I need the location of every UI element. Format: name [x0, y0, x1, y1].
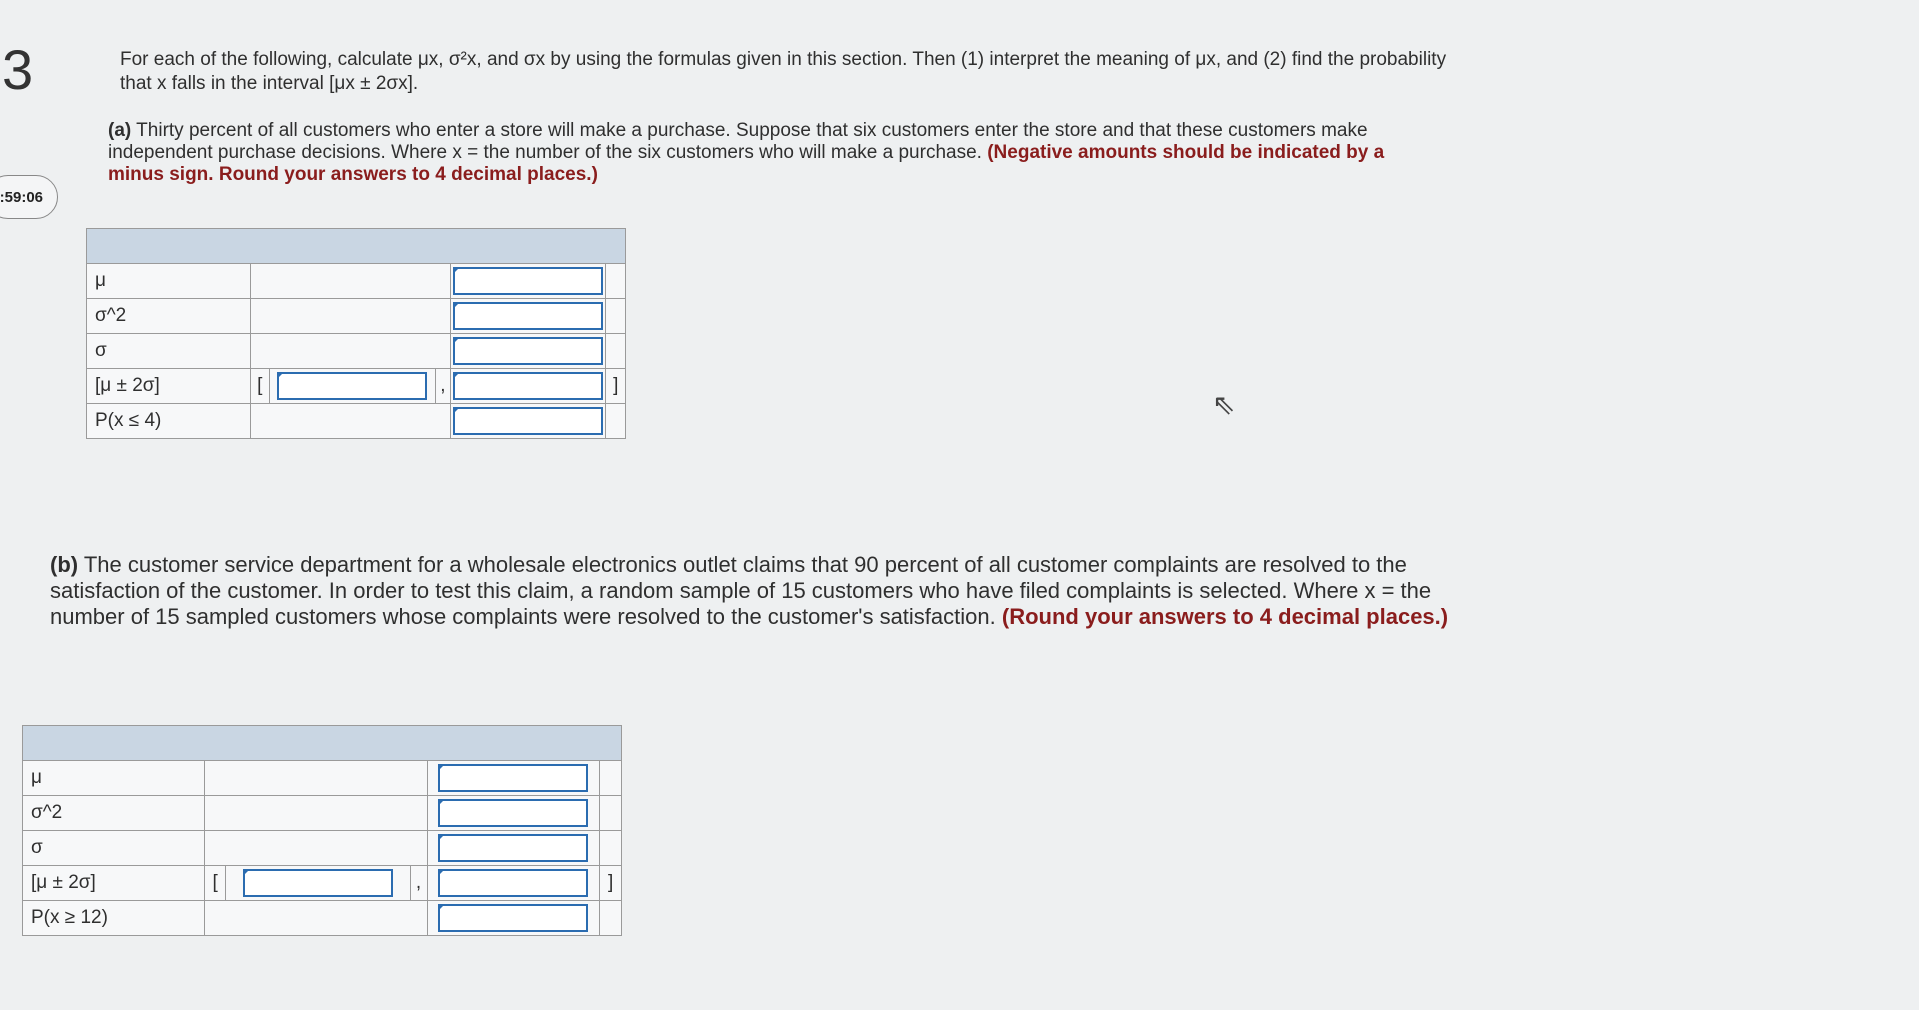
row-label-sigma: σ	[23, 831, 205, 866]
table-row	[23, 761, 622, 796]
table-row	[87, 264, 626, 299]
part-a-label: (a)	[108, 120, 132, 141]
part-b-note: (Round your answers to 4 decimal places.)	[1001, 604, 1449, 629]
timer-badge: :59:06	[0, 175, 58, 219]
probability-input-b[interactable]	[438, 904, 588, 932]
row-label-probability: P(x ≤ 4)	[87, 404, 251, 439]
row-label-variance: σ^2	[23, 796, 205, 831]
interval-upper-input-a[interactable]	[453, 372, 603, 400]
part-a-answer-table	[86, 228, 626, 439]
part-b-prompt	[50, 552, 1510, 630]
table-row	[87, 404, 626, 439]
part-a-text: Thirty percent of all customers who enter a store will make a purchase. Suppose that six customers enter the store and that these customers make independent purchase decisions. Where x = the number of the six customers who will make a purchase.	[108, 120, 1368, 163]
variance-input-b[interactable]	[438, 799, 588, 827]
row-label-sigma: σ	[87, 334, 251, 369]
open-bracket: [	[204, 866, 226, 901]
row-label-mu: μ	[23, 761, 205, 796]
table-row	[23, 796, 622, 831]
table-row	[87, 369, 626, 404]
part-b-text: The customer service department for a wholesale electronics outlet claims that 90 percent of all customer complaints are resolved to the satisfaction of the customer. In order to test this claim, a random sample of 15 customers who have filed complaints is selected. Where x = the number of 15 sampled customers whose complaints were resolved to the customer's satisfaction.	[50, 552, 1432, 629]
table-header-row	[23, 726, 622, 761]
variance-input-a[interactable]	[453, 302, 603, 330]
row-label-probability: P(x ≥ 12)	[23, 901, 205, 936]
comma-separator: ,	[435, 369, 450, 404]
table-header-row	[87, 229, 626, 264]
interval-upper-input-b[interactable]	[438, 869, 588, 897]
table-row	[23, 831, 622, 866]
open-bracket: [	[250, 369, 270, 404]
instructions-text: For each of the following, calculate μx, σ²x, and σx by using the formulas given in this section. Then (1) interpret the meaning of μx, and (2) find the probability that x falls in the interval [μx ± 2σx].	[120, 49, 1447, 94]
part-a-prompt	[108, 120, 1428, 186]
sigma-input-b[interactable]	[438, 834, 588, 862]
interval-lower-input-a[interactable]	[277, 372, 427, 400]
row-label-interval: [μ ± 2σ]	[23, 866, 205, 901]
interval-lower-input-b[interactable]	[243, 869, 393, 897]
row-label-variance: σ^2	[87, 299, 251, 334]
table-row	[23, 866, 622, 901]
row-label-interval: [μ ± 2σ]	[87, 369, 251, 404]
table-row	[87, 334, 626, 369]
question-number: 3	[2, 38, 34, 101]
sigma-input-a[interactable]	[453, 337, 603, 365]
row-label-mu: μ	[87, 264, 251, 299]
mu-input-b[interactable]	[438, 764, 588, 792]
comma-separator: ,	[410, 866, 427, 901]
mouse-pointer-icon: ⇖	[1212, 389, 1236, 420]
close-bracket: ]	[606, 369, 626, 404]
probability-input-a[interactable]	[453, 407, 603, 435]
mu-input-a[interactable]	[453, 267, 603, 295]
part-b-label: (b)	[50, 552, 79, 577]
table-row	[87, 299, 626, 334]
close-bracket: ]	[600, 866, 622, 901]
part-b-answer-table	[22, 725, 622, 936]
part-a-note: (Negative amounts should be indicated by a minus sign. Round your answers to 4 decimal places.)	[108, 142, 1385, 185]
table-row	[23, 901, 622, 936]
